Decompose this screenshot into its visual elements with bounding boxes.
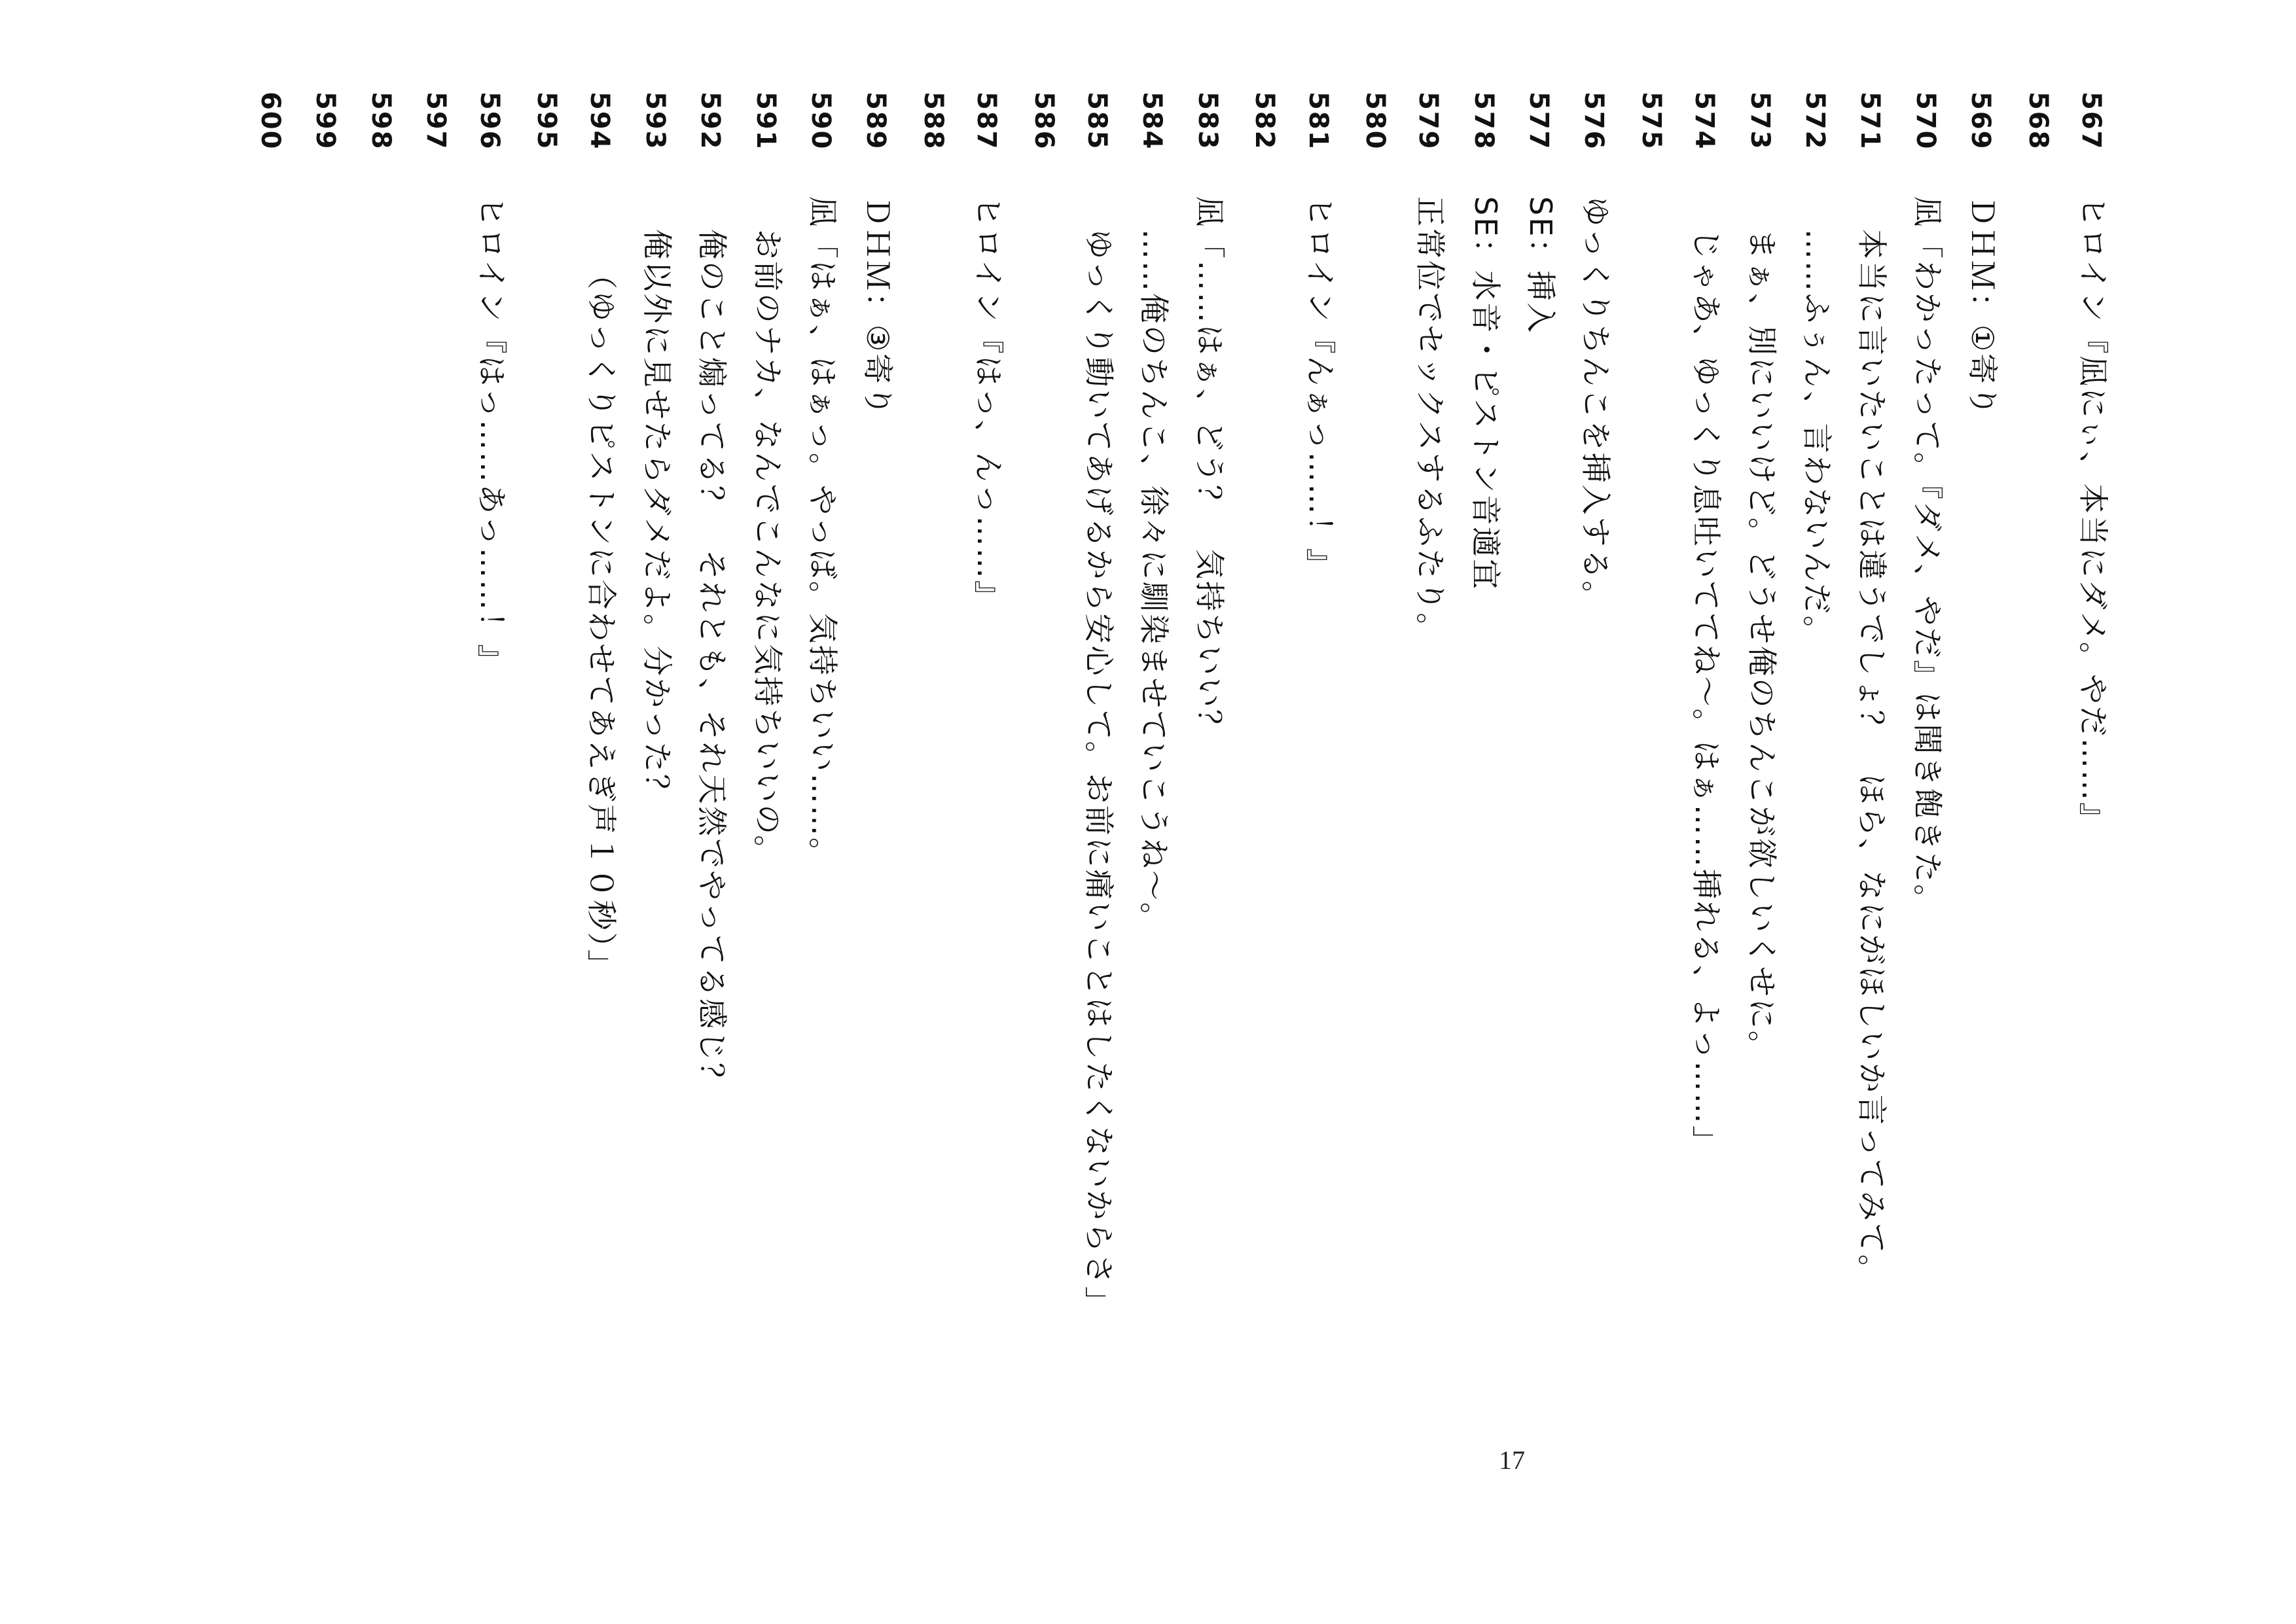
line-number: 593 <box>639 92 670 150</box>
line-number: 596 <box>474 92 505 150</box>
line-text: まぁ、別にいいけど。どうせ俺のちんこが欲しいくせに。 <box>1744 229 1780 1063</box>
line-number: 573 <box>1744 92 1775 150</box>
script-line <box>629 92 684 1531</box>
line-number: 568 <box>2022 92 2053 150</box>
script-line <box>1016 92 1071 1531</box>
line-number: 594 <box>584 92 615 150</box>
script-line <box>574 92 629 1531</box>
script-line <box>850 92 905 1531</box>
line-text: ヒロイン『はっ、んっ……』 <box>971 196 1007 612</box>
script-line <box>740 92 795 1531</box>
line-number: 584 <box>1137 92 1168 150</box>
line-number: 567 <box>2076 92 2106 150</box>
script-line <box>243 92 298 1531</box>
line-number: 589 <box>861 92 891 150</box>
script-line <box>1403 92 1458 1531</box>
line-number: 600 <box>255 92 286 150</box>
script-line <box>298 92 353 1531</box>
line-text: 凪「はぁ、はぁっ。やっば。気持ちいい……。 <box>805 196 841 870</box>
script-line <box>353 92 408 1531</box>
script-line <box>795 92 850 1531</box>
script-line <box>1458 92 1513 1531</box>
line-number: 577 <box>1524 92 1554 150</box>
line-number: 588 <box>918 92 948 150</box>
script-line <box>1292 92 1347 1531</box>
script-line <box>1734 92 1789 1531</box>
script-line <box>1899 92 1954 1531</box>
line-text: ……ふぅん、言わないんだ。 <box>1799 229 1835 648</box>
script-line <box>1568 92 1623 1531</box>
line-number: 582 <box>1249 92 1280 150</box>
script-line <box>961 92 1016 1531</box>
line-number: 599 <box>310 92 341 150</box>
line-number: 575 <box>1636 92 1666 150</box>
line-number: 579 <box>1413 92 1444 150</box>
line-number: 569 <box>1965 92 1996 150</box>
script-line <box>1955 92 2010 1531</box>
line-text: じゃあ、ゆっくり息吐いててね～。はぁ……挿れる、よっ……」 <box>1689 229 1725 1157</box>
line-number: 574 <box>1689 92 1720 150</box>
script-line <box>2066 92 2121 1531</box>
script-line <box>1237 92 1292 1531</box>
line-text: 凪「……はぁ、どう？ 気持ちいい？ <box>1191 196 1227 741</box>
script-line <box>1844 92 1899 1531</box>
script-line <box>905 92 960 1531</box>
line-text: 凪「わかったって。『ダメ、やだ』は聞き飽きた。 <box>1909 196 1945 917</box>
line-text: ヒロイン『んぁっ……！』 <box>1302 196 1338 580</box>
script-line <box>519 92 574 1531</box>
script-line <box>1071 92 1126 1531</box>
line-text: ＤＨＭ：①寄り <box>1965 196 2001 418</box>
page-number: 17 <box>1499 1445 1525 1475</box>
script-line <box>1181 92 1236 1531</box>
line-text: 俺以外に見せたらダメだよ。分かった？ <box>639 229 675 806</box>
line-text: お前のナカ、なんでこんなに気持ちいいの。 <box>749 229 785 868</box>
script-line <box>685 92 740 1531</box>
script-line <box>1126 92 1181 1531</box>
line-number: 587 <box>971 92 1002 150</box>
line-number: 576 <box>1579 92 1609 150</box>
script-line <box>408 92 463 1531</box>
line-number: 586 <box>1028 92 1059 150</box>
line-number: 581 <box>1302 92 1333 150</box>
line-text: 俺のこと煽ってる？ それとも、それ天然でやってる感じ？ <box>694 229 730 1095</box>
script-line <box>2010 92 2065 1531</box>
line-number: 597 <box>421 92 452 150</box>
line-text: ヒロイン『はっ……あっ……！』 <box>473 196 509 677</box>
line-number: 570 <box>1910 92 1941 150</box>
line-number: 592 <box>695 92 726 150</box>
line-text: 正常位でセックスするふたり。 <box>1412 196 1448 645</box>
line-number: 571 <box>1855 92 1886 150</box>
script-line <box>1348 92 1403 1531</box>
line-text: ゆっくり動いてあげるから安心して。お前に痛いことはしたくないからさ」 <box>1081 229 1117 1318</box>
line-number: 598 <box>365 92 396 150</box>
line-text: （ゆっくりピストンに合わせてあえぎ声１０秒）」 <box>584 259 620 981</box>
line-text: SE：挿入 <box>1523 196 1559 335</box>
script-line <box>463 92 518 1531</box>
line-text: ゆっくりちんこを挿入する。 <box>1578 196 1614 613</box>
script-line <box>1623 92 1678 1531</box>
script-line <box>1679 92 1734 1531</box>
script-line <box>1513 92 1568 1531</box>
line-number: 585 <box>1081 92 1112 150</box>
line-number: 578 <box>1468 92 1499 150</box>
line-text: SE：水音・ピストン音適宜 <box>1467 196 1503 591</box>
line-text: ……俺のちんこ、徐々に馴染ませていこうね～。 <box>1136 229 1172 934</box>
script-line <box>1789 92 1844 1531</box>
line-number: 583 <box>1192 92 1223 150</box>
line-text: 本当に言いたいことは違うでしょ？ ほら、なにがほしいか言ってみて。 <box>1854 229 1890 1287</box>
line-text: ＤＨＭ：③寄り <box>860 196 896 418</box>
line-number: 572 <box>1800 92 1831 150</box>
script-lines <box>243 92 2121 1531</box>
line-number: 590 <box>806 92 836 150</box>
line-number: 591 <box>750 92 781 150</box>
line-number: 580 <box>1359 92 1390 150</box>
line-text: ヒロイン『凪にぃ、本当にダメ。やだ……』 <box>2075 196 2111 834</box>
line-number: 595 <box>531 92 562 150</box>
